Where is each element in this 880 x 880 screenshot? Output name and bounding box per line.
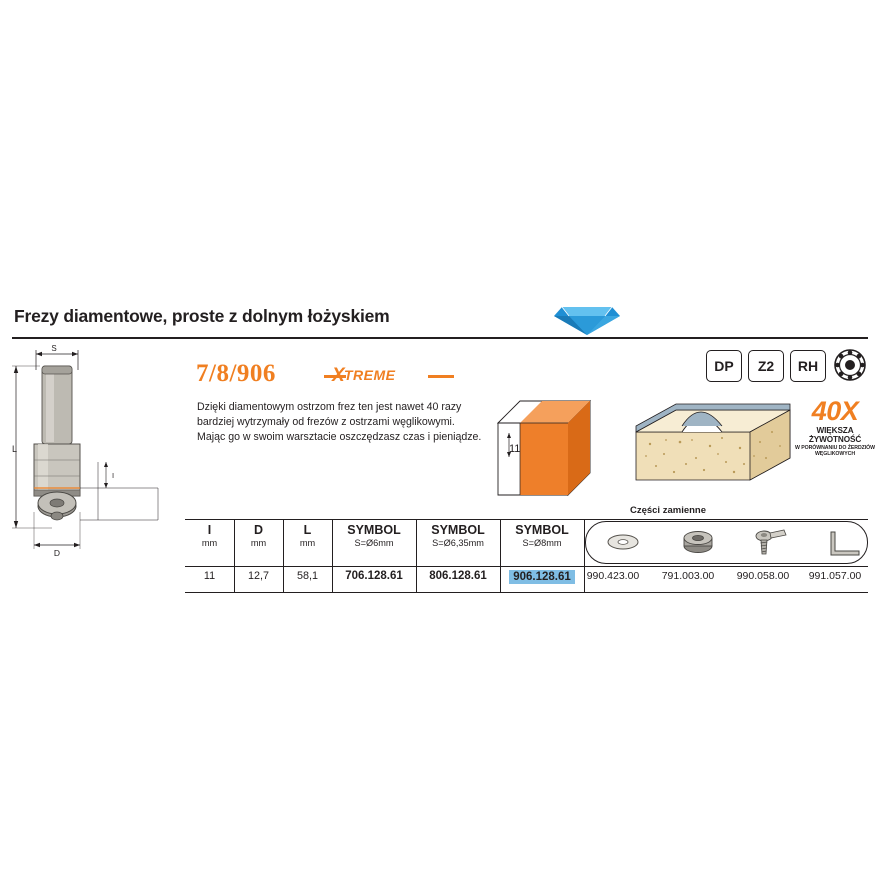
xtreme-brand-mark (324, 366, 454, 388)
unit-symbol-6: S=Ø6mm (354, 538, 394, 548)
durability-value: 40X (811, 396, 859, 426)
xtreme-bar-right (428, 375, 454, 378)
cell-l: 58,1 (296, 570, 318, 582)
header-symbol-8: SYMBOL (515, 523, 569, 537)
bearing-icon (834, 349, 866, 381)
spare-parts-label: Części zamienne (629, 505, 707, 516)
profile-dimension-label: 11 (509, 443, 521, 455)
bearing-part-icon (675, 527, 721, 557)
unit-symbol-8: S=Ø8mm (522, 538, 562, 548)
spec-badges (706, 350, 866, 382)
cell-d: 12,7 (247, 570, 269, 582)
xtreme-label: TREME (344, 367, 396, 383)
unit-d: mm (250, 538, 267, 548)
svg-text:S: S (51, 344, 57, 353)
svg-text:I: I (112, 471, 115, 480)
badge-z2: Z2 (748, 350, 784, 382)
cell-symbol-8-selected[interactable]: 906.128.61 (509, 570, 575, 584)
washer-icon (600, 527, 646, 557)
hex-key-icon (825, 527, 871, 557)
page-title: Frezy diamentowe, proste z dolnym łożyskiem (14, 306, 390, 326)
cell-symbol-6[interactable]: 706.128.61 (345, 570, 403, 582)
table-column-l (283, 519, 332, 592)
unit-i: mm (201, 538, 218, 548)
cell-symbol-8-wrap (500, 570, 584, 584)
header-symbol-635: SYMBOL (431, 523, 485, 537)
unit-symbol-635: S=Ø6,35mm (432, 538, 484, 548)
header-l: L (303, 523, 312, 537)
application-diagram (630, 392, 800, 512)
unit-l: mm (299, 538, 316, 548)
table-column-symbol-635 (416, 519, 500, 592)
product-description (197, 400, 497, 446)
spare-part-code-1: 990.423.00 (586, 570, 640, 582)
specification-table (185, 505, 868, 589)
durability-line1: WIĘKSZA ŻYWOTNOŚĆ (808, 426, 862, 444)
svg-text:L: L (12, 444, 18, 454)
spare-part-code-4: 991.057.00 (808, 570, 862, 582)
badge-rh: RH (790, 350, 826, 382)
table-column-i (185, 519, 234, 592)
header-symbol-6: SYMBOL (347, 523, 401, 537)
header-i: I (207, 523, 212, 537)
description-line-2: bardziej wytrzymały od frezów z ostrzami węglikowymi. (197, 416, 455, 429)
table-column-symbol-6 (332, 519, 416, 592)
svg-text:D: D (53, 548, 61, 558)
title-row (12, 306, 868, 340)
router-bit-technical-drawing (6, 340, 176, 590)
screw-icon (750, 527, 796, 557)
cell-symbol-635[interactable]: 806.128.61 (429, 570, 487, 582)
xtreme-x-letter: X (332, 365, 345, 386)
header-d: D (253, 523, 264, 537)
spare-part-code-3: 990.058.00 (736, 570, 790, 582)
durability-line2: W PORÓWNANIU DO ŻERDZIÓW WĘGLIKOWYCH (794, 445, 876, 457)
table-column-symbol-8 (500, 519, 584, 592)
badge-dp: DP (706, 350, 742, 382)
spare-part-code-2: 791.003.00 (661, 570, 715, 582)
product-code: 7/8/906 (196, 360, 276, 387)
description-line-1: Dzięki diamentowym ostrzom frez ten jest nawet 40 razy (197, 401, 462, 413)
table-bottom-rule (185, 592, 868, 593)
title-divider (12, 337, 868, 339)
description-line-3: Mając go w swoim warsztacie oszczędzasz czas i pieniądze. (197, 431, 482, 444)
diamond-logo-icon (552, 302, 622, 338)
cell-i: 11 (203, 570, 216, 582)
product-code-row (196, 360, 496, 392)
table-column-d (234, 519, 283, 592)
durability-block (790, 398, 880, 457)
